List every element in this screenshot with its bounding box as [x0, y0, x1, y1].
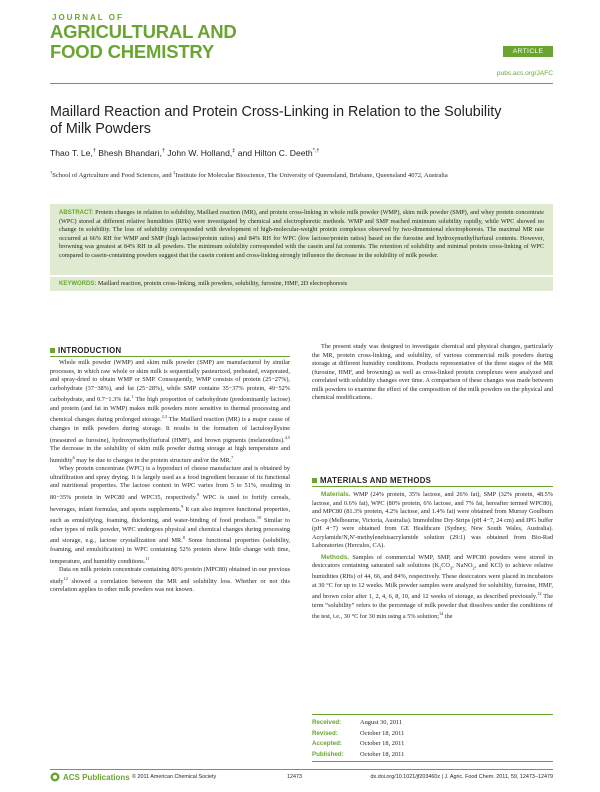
paragraph: Whole milk powder (WMP) and skim milk powder (SMP) are manufactured by similar processes, in which raw whole or skim milk is sequentially pasteurized, preheated, evaporated, and spray-dried to obtain WMP or SMP. Consequently, WMP consists of protein (25−27%), carbohydrate (37−38%), and fat (25−28%), while SMP contains 35−37% protein, 49−52% carbohydrate, and 0.7−1.3% fat.$^1$ The high proportion of carbohydrate (predominantly lactose) and protein (and fat in WMP) makes milk powders more sensitive to thermal processing and chemical changes during prolonged storage.$^{2,3}$ The Maillard reaction (MR) is a major cause of changes in milk powders during storage. It results in the formation of lactulosyllysine (measured as furosine), hydroxymethylfurfural (HMF), and brown pigments (melanoidins).$^{4,5}$ The decrease in the solubility of skim milk powder during storage at high temperature and humidity$^6$ may be due to changes in the protein structure and/or the MR.$^7$ — [50, 359, 290, 464]
citation[interactable]: 10 — [256, 515, 262, 521]
citation[interactable]: 1 — [131, 394, 134, 400]
citation[interactable]: 12 — [63, 575, 68, 581]
keywords-box — [50, 277, 553, 291]
abstract-box — [50, 204, 553, 275]
author-affil-mark: † — [161, 148, 165, 155]
affil-mark: † — [50, 170, 53, 175]
paragraph: The present study was designed to investigate chemical and physical changes, particularly the MR, protein cross-linking, and solubility, of various commercial milk powders during storage at different humidity conditions. Products representative of the three stages of the MR (furosine, HMF, and browning) as well as cross-linked protein complexes were analyzed and correlated with solubility changes over time. A comparison of these changes was made between milk powders to examine the effect of the composition of the milk powders on the physical and chemical modifications. — [312, 343, 553, 402]
citation[interactable]: 7 — [231, 454, 234, 460]
runin-heading: Materials. — [321, 491, 351, 498]
author-affil-mark: † — [92, 148, 96, 155]
journal-title-line2: FOOD CHEMISTRY — [50, 40, 215, 62]
date-row: Published: October 18, 2011 — [312, 750, 405, 758]
abstract-label: ABSTRACT: — [59, 210, 94, 216]
keywords-label: KEYWORDS: — [59, 281, 97, 287]
affil-mark: ‡ — [173, 170, 176, 175]
date-row: Accepted: October 18, 2011 — [312, 740, 405, 748]
author-list — [50, 148, 319, 158]
paragraph: Whey protein concentrate (WPC) is a byproduct of cheese manufacture and is obtained by ultrafiltration and spray drying. It is largely used as a food ingredient because of its functional and nutritional properties. The lactose content in WPC varies from 5 to 51%, resulting in 80−35% protein in WPC80 and WPC35, respectively.$^8$ WPC is used to fortify cereals, beverages, infant formulas, and sports supplements.$^9$ It can also improve functional properties, such as emulsifying, foaming, thickening, and water-binding of food products.$^{10}$ Similar to other types of milk powder, WPC undergoes physical and chemical changes during processing and storage, e.g., lactose crystallization and MR.$^8$ Some functional properties (solubility, foaming, and emulsification) in WPC containing 52% protein show little change with time, temperature, and humidity conditions.$^{11}$ — [50, 465, 291, 565]
affil-text: School of Agriculture and Food Sciences, and — [52, 172, 174, 180]
citation[interactable]: 11 — [145, 555, 150, 561]
citation[interactable]: 4,5 — [284, 434, 290, 440]
section-heading-methods — [312, 476, 431, 485]
citation[interactable]: 8 — [197, 491, 200, 497]
citation[interactable]: 2,3 — [161, 414, 167, 420]
runin-heading: Methods. — [321, 553, 350, 561]
section-heading-introduction — [50, 346, 121, 355]
author-name[interactable]: Thao T. Le, — [50, 148, 93, 158]
left-column-text — [50, 359, 290, 595]
journal-small-title: JOURNAL OF — [52, 13, 124, 22]
right-column-intro — [312, 343, 553, 403]
article-dates — [312, 714, 553, 762]
author-name[interactable]: and Hilton C. Deeth — [235, 148, 313, 158]
journal-url[interactable]: pubs.acs.org/JAFC — [496, 70, 553, 77]
journal-masthead — [50, 14, 237, 61]
citation[interactable]: 9 — [181, 503, 184, 509]
author-name[interactable]: John W. Holland, — [164, 148, 233, 158]
paragraph: Data on milk protein concentrate containing 80% protein (MPC80) obtained in our previous study$^{12}$ showed a correlation between the MR and solubility loss. Whether or not this correlation applies to other milk powders was not known. — [50, 566, 290, 594]
section-heading-text: MATERIALS AND METHODS — [320, 476, 432, 485]
paragraph: Materials. WMP (24% protein, 35% lactose, and 26% fat), SMP (32% protein, 48.5% lactose, and 0.6% fat), WPC (80% protein, 6% lactose, and 7% fat, hereafter termed WPC80), and MPC80 (81.3% protein, 4.2% lactose, and 1.4% fat) were obtained from Murray Goulburn Co-op (Melbourne, Victoria, Australia). Immobiline Dry-Strips (pH 4−7, 24 cm) and IPG buffer (pH 4−7) were obtained from GE Healthcare (Sydney, New South Wales, Australia). Acrylamide/N,N′-methylenebisacrylamide solution (29:1) was obtained from Bio-Rad Laboratories (Hercules, CA). — [312, 491, 553, 550]
footer-doi[interactable]: dx.doi.org/10.1021/jf203460z | J. Agric. Food Chem. 2011, 59, 12473−12479 — [370, 774, 553, 780]
footer-rule — [50, 769, 553, 770]
article-title: Maillard Reaction and Protein Cross-Linking in Relation to the Solubility of Milk Powders — [50, 104, 502, 137]
section-rule — [50, 356, 290, 357]
keywords-text: Maillard reaction, protein cross-linking, milk powders, solubility, furosine, HMF, 2D electrophoresis — [96, 280, 348, 287]
author-affil-mark: *,† — [312, 148, 320, 155]
section-bullet-icon — [312, 478, 317, 483]
paragraph: Methods. Samples of commercial WMP, SMP, and WPC80 powders were stored in desiccators containing saturated salt solutions ($K_2CO_3$, NaNO$_2$, and KCl) to achieve relative humidities (RHs) of 44, 66, and 84%, respectively. These desiccators were placed in incubators at 30 °C for up to 12 weeks. Milk powder samples were analyzed for solubility, furosine, HMF, and brown color after 1, 2, 4, 6, 8, 10, and 12 weeks of storage, as described previously.$^{12}$ The term “solubility” refers to the percentage of milk powder that dissolves under the conditions of the test, i.e., 30 °C for 30 min using a 5% solution;$^{14}$ the — [312, 553, 553, 621]
citation[interactable]: 14 — [438, 611, 444, 617]
section-bullet-icon — [50, 348, 55, 353]
section-rule — [312, 486, 553, 487]
author-name[interactable]: Bhesh Bhandari, — [95, 148, 162, 158]
acs-logo-icon — [50, 772, 60, 782]
date-row: Revised: October 18, 2011 — [312, 729, 405, 737]
article-badge: ARTICLE — [503, 46, 553, 57]
affil-text: Institute for Molecular Bioscience, The University of Queensland, Brisbane, Queensland 4072, Australia — [175, 172, 448, 180]
acs-logo[interactable]: ACS Publications — [50, 772, 130, 782]
date-row: Received: August 30, 2011 — [312, 719, 403, 726]
citation[interactable]: 8 — [182, 535, 185, 541]
citation[interactable]: 12 — [537, 591, 542, 597]
author-affil-mark: ‡ — [232, 148, 236, 155]
abstract-text: Protein changes in relation to solubility, Maillard reaction (MR), and protein cross-linking in whole milk powder (WMP), skim milk powder (SMP), and whey protein concentrate (WPC) stored at different relative humidities (RHs) were investigated by chemical and electrophoretic methods. WMP and SMP reached minimum solubility rapidly, while WPC showed no change in solubility. The loss of solubility corresponded with development of high-molecular-weight protein complexes observed by two-dimensional electrophoresis. The maximal MR rate occurred at 66% RH for WMP and SMP (high lactose/protein ratios) and 84% RH for WPC (low lactose/protein ratios) based on the furosine and hydroxymethylfurfural contents. However, browning was greatest at 84% RH in all powders. The minimum solubility corresponded with the casein and fat contents. The retention of solubility and minimal protein cross-linking of WPC compared to casein-containing powders suggest that the casein content and cross-linking strongly influence the decrease in the solubility of milk powder. — [59, 209, 544, 259]
header-rule — [50, 83, 553, 84]
journal-title-line1: AGRICULTURAL AND — [50, 21, 237, 42]
right-column-methods — [312, 491, 553, 622]
footer-copyright: © 2011 American Chemical Society — [132, 774, 217, 780]
footer-page-number: 12473 — [287, 774, 302, 780]
section-heading-text: INTRODUCTION — [58, 346, 122, 355]
affiliation — [50, 168, 510, 181]
citation[interactable]: 6 — [72, 454, 75, 460]
